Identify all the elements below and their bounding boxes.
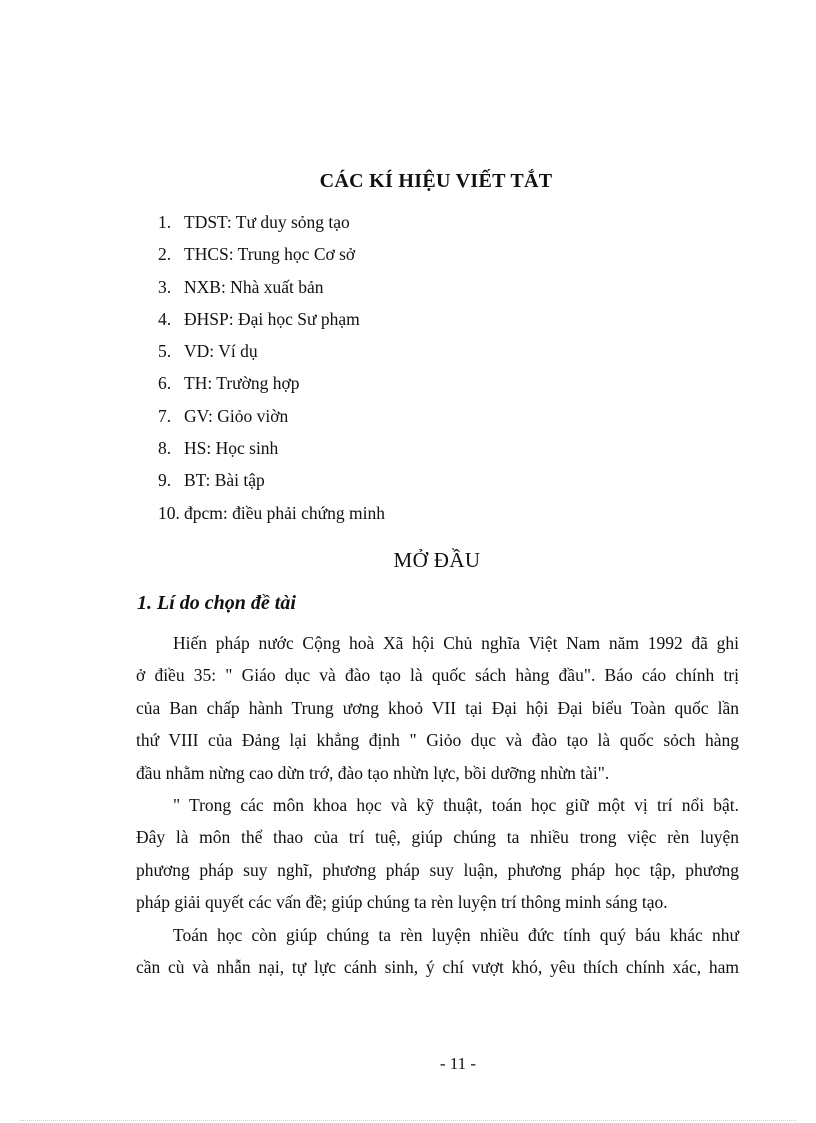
list-item (158, 206, 385, 238)
list-item-text: NXB: Nhà xuất bản (184, 276, 324, 297)
list-item-number: 10. (158, 502, 180, 523)
text-line: của Ban chấp hành Trung ương khoỏ VII tại Đại hội Đại biểu Toàn quốc lần (136, 697, 739, 718)
text-line: ở điều 35: " Giáo dục và đào tạo là quốc sách hàng đầu". Báo cáo chính trị (136, 665, 739, 686)
list-item-number: 9. (158, 470, 172, 491)
list-item-number: 4. (158, 308, 172, 329)
abbreviations-list (158, 206, 385, 529)
subsection-title: 1. Lí do chọn đề tài (137, 592, 296, 614)
paragraph (136, 919, 739, 984)
list-item-text: THCS: Trung học Cơ sở (184, 244, 356, 265)
text-line: cần cù và nhẫn nại, tự lực cánh sinh, ý chí vượt khó, yêu thích chính xác, ham (136, 957, 739, 978)
section-title: MỞ ĐẦU (393, 548, 481, 572)
list-item-number: 1. (158, 212, 172, 232)
list-item-text: TH: Trường hợp (184, 373, 300, 394)
list-item (158, 335, 385, 367)
list-item (158, 303, 385, 335)
text-line: thứ VIII của Đảng lại khẳng định " Giỏo dục và đào tạo là quốc sỏch hàng (136, 730, 739, 751)
text-line: đầu nhằm nừng cao dừn trớ, đào tạo nhừn lực, bồi dưỡng nhừn tài". (136, 762, 610, 783)
list-item-text: VD: Ví dụ (184, 341, 258, 362)
paragraph (136, 789, 739, 919)
list-item-text: TDST: Tư duy sỏng tạo (184, 212, 350, 232)
list-item-text: HS: Học sinh (184, 438, 279, 459)
list-item-number: 3. (158, 276, 172, 297)
list-item (158, 271, 385, 303)
text-line: Hiến pháp nước Cộng hoà Xã hội Chủ nghĩa Việt Nam năm 1992 đã ghi (173, 633, 739, 653)
page-number: - 11 - (439, 1054, 477, 1073)
list-item-number: 6. (158, 373, 172, 394)
text-line: phương pháp suy nghĩ, phương pháp suy luận, phương pháp học tập, phương (136, 859, 739, 880)
list-item-number: 5. (158, 341, 172, 362)
list-item-text: BT: Bài tập (184, 470, 265, 491)
abbreviations-title: CÁC KÍ HIỆU VIẾT TẮT (319, 170, 553, 192)
list-item-number: 2. (158, 244, 172, 265)
paragraph (136, 627, 739, 789)
body-text (136, 627, 739, 983)
text-line: Toán học còn giúp chúng ta rèn luyện nhiều đức tính quý báu khác như (173, 924, 739, 945)
list-item (158, 497, 385, 529)
text-line: pháp giải quyết các vấn đề; giúp chúng ta rèn luyện trí thông minh sáng tạo. (136, 892, 668, 913)
list-item-number: 7. (158, 405, 172, 426)
text-line: " Trong các môn khoa học và kỹ thuật, toán học giữ một vị trí nổi bật. (173, 795, 739, 816)
list-item-text: GV: Giỏo viờn (184, 405, 289, 426)
list-item-text: đpcm: điều phải chứng minh (184, 502, 385, 523)
list-item (158, 432, 385, 464)
footer-divider (20, 1120, 796, 1121)
list-item (158, 238, 385, 270)
list-item-text: ĐHSP: Đại học Sư phạm (184, 308, 360, 329)
list-item (158, 464, 385, 496)
list-item (158, 400, 385, 432)
list-item-number: 8. (158, 438, 172, 459)
text-line: Đây là môn thể thao của trí tuệ, giúp chúng ta nhiều trong việc rèn luyện (136, 827, 739, 848)
list-item (158, 367, 385, 399)
